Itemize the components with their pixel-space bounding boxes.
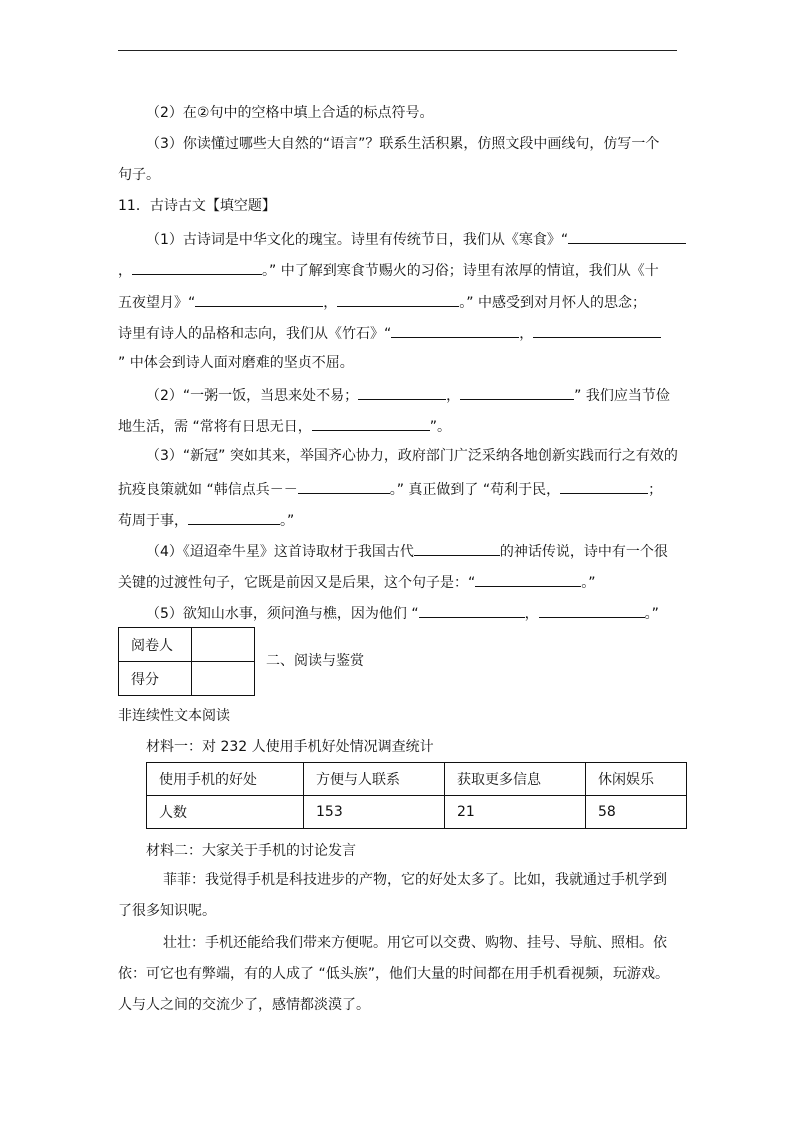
table-cell: 人数 bbox=[147, 796, 304, 829]
table-header-row bbox=[147, 763, 687, 796]
reading-p1-line2: 了很多知识呢。 bbox=[118, 903, 216, 919]
answer-blank[interactable] bbox=[414, 540, 500, 556]
reading-p2-line2: 依：可它也有弊端，有的人成了 “低头族”，他们大量的时间都在用手机看视频，玩游戏。 bbox=[118, 966, 669, 982]
material-2: 材料二：大家关于手机的讨论发言 bbox=[146, 843, 356, 859]
answer-blank[interactable] bbox=[539, 602, 645, 618]
reading-p1-line1: 菲菲：我觉得手机是科技进步的产物，它的好处太多了。比如，我就通过手机学到 bbox=[163, 872, 667, 888]
q11-p1-line4: 诗里有诗人的品格和志向，我们从《竹石》“ ， bbox=[118, 322, 678, 344]
q11-p1-line5: ” 中体会到诗人面对磨难的坚贞不屈。 bbox=[118, 355, 354, 371]
answer-blank[interactable] bbox=[419, 602, 525, 618]
answer-blank[interactable] bbox=[132, 259, 262, 275]
answer-blank[interactable] bbox=[475, 571, 581, 587]
q11-header: 11．古诗古文【填空题】 bbox=[118, 198, 276, 214]
reading-title: 非连续性文本阅读 bbox=[118, 708, 230, 724]
answer-blank[interactable] bbox=[312, 415, 430, 431]
answer-blank[interactable] bbox=[460, 384, 574, 400]
section-title: 二、阅读与鉴赏 bbox=[266, 653, 364, 669]
answer-blank[interactable] bbox=[533, 322, 661, 338]
answer-blank[interactable] bbox=[195, 291, 323, 307]
q11-p4-line2: 关键的过渡性句子，它既是前因又是后果，这个句子是：“ 。” bbox=[118, 571, 678, 593]
table-cell: 获取更多信息 bbox=[445, 763, 586, 796]
q10-item-2: （2）在②句中的空格中填上合适的标点符号。 bbox=[146, 105, 434, 121]
answer-blank[interactable] bbox=[358, 384, 446, 400]
answer-blank[interactable] bbox=[391, 322, 519, 338]
score-label: 得分 bbox=[119, 662, 192, 696]
q11-p3-line1: （3）“新冠” 突如其来，举国齐心协力，政府部门广泛采纳各地创新实践而行之有效的 bbox=[146, 448, 678, 464]
reading-p2-line3: 人与人之间的交流少了，感情都淡漠了。 bbox=[118, 997, 370, 1013]
q11-p1-line3: 五夜望月》“ ， 。” 中感受到对月怀人的思念； bbox=[118, 291, 678, 313]
reviewer-label: 阅卷人 bbox=[119, 628, 192, 662]
q11-p3-line3: 苟周于事， 。” bbox=[118, 509, 678, 531]
answer-blank[interactable] bbox=[337, 291, 459, 307]
grader-table bbox=[118, 627, 255, 696]
q10-item-3: （3）你读懂过哪些大自然的“语言”？联系生活积累，仿照文段中画线句，仿写一个 bbox=[146, 136, 660, 152]
q11-p1-line2: ， 。” 中了解到寒食节赐火的习俗；诗里有浓厚的情谊，我们从《十 bbox=[118, 259, 678, 281]
header-rule bbox=[118, 50, 677, 51]
q11-p3-line2: 抗疫良策就如 “韩信点兵－－ 。” 真正做到了 “苟利于民， ； bbox=[118, 478, 678, 500]
table-cell: 使用手机的好处 bbox=[147, 763, 304, 796]
score-cell[interactable] bbox=[192, 662, 255, 696]
answer-blank[interactable] bbox=[188, 509, 280, 525]
reviewer-cell[interactable] bbox=[192, 628, 255, 662]
answer-blank[interactable] bbox=[568, 228, 686, 244]
survey-table bbox=[146, 762, 687, 829]
q11-p4-line1: （4）《迢迢牵牛星》这首诗取材于我国古代 的神话传说，诗中有一个很 bbox=[146, 540, 678, 562]
material-1: 材料一：对 232 人使用手机好处情况调查统计 bbox=[146, 739, 434, 755]
answer-blank[interactable] bbox=[560, 478, 648, 494]
q11-p2-line1: （2）“一粥一饭，当思来处不易； ， ” 我们应当节俭 bbox=[146, 384, 678, 406]
table-cell: 休闲娱乐 bbox=[586, 763, 687, 796]
table-cell: 153 bbox=[304, 796, 445, 829]
table-cell: 58 bbox=[586, 796, 687, 829]
q11-p5: （5）欲知山水事，须问渔与樵，因为他们 “ ， 。” bbox=[146, 602, 678, 624]
q11-p2-line2: 地生活，需 “常将有日思无日， ”。 bbox=[118, 415, 678, 437]
reading-p2-line1: 壮壮：手机还能给我们带来方便呢。用它可以交费、购物、挂号、导航、照相。依 bbox=[163, 935, 667, 951]
table-cell: 21 bbox=[445, 796, 586, 829]
table-row bbox=[147, 796, 687, 829]
q10-item-3-cont: 句子。 bbox=[118, 167, 160, 183]
table-cell: 方便与人联系 bbox=[304, 763, 445, 796]
q11-p1-line1: （1）古诗词是中华文化的瑰宝。诗里有传统节日，我们从《寒食》“ bbox=[146, 228, 678, 250]
answer-blank[interactable] bbox=[298, 478, 390, 494]
